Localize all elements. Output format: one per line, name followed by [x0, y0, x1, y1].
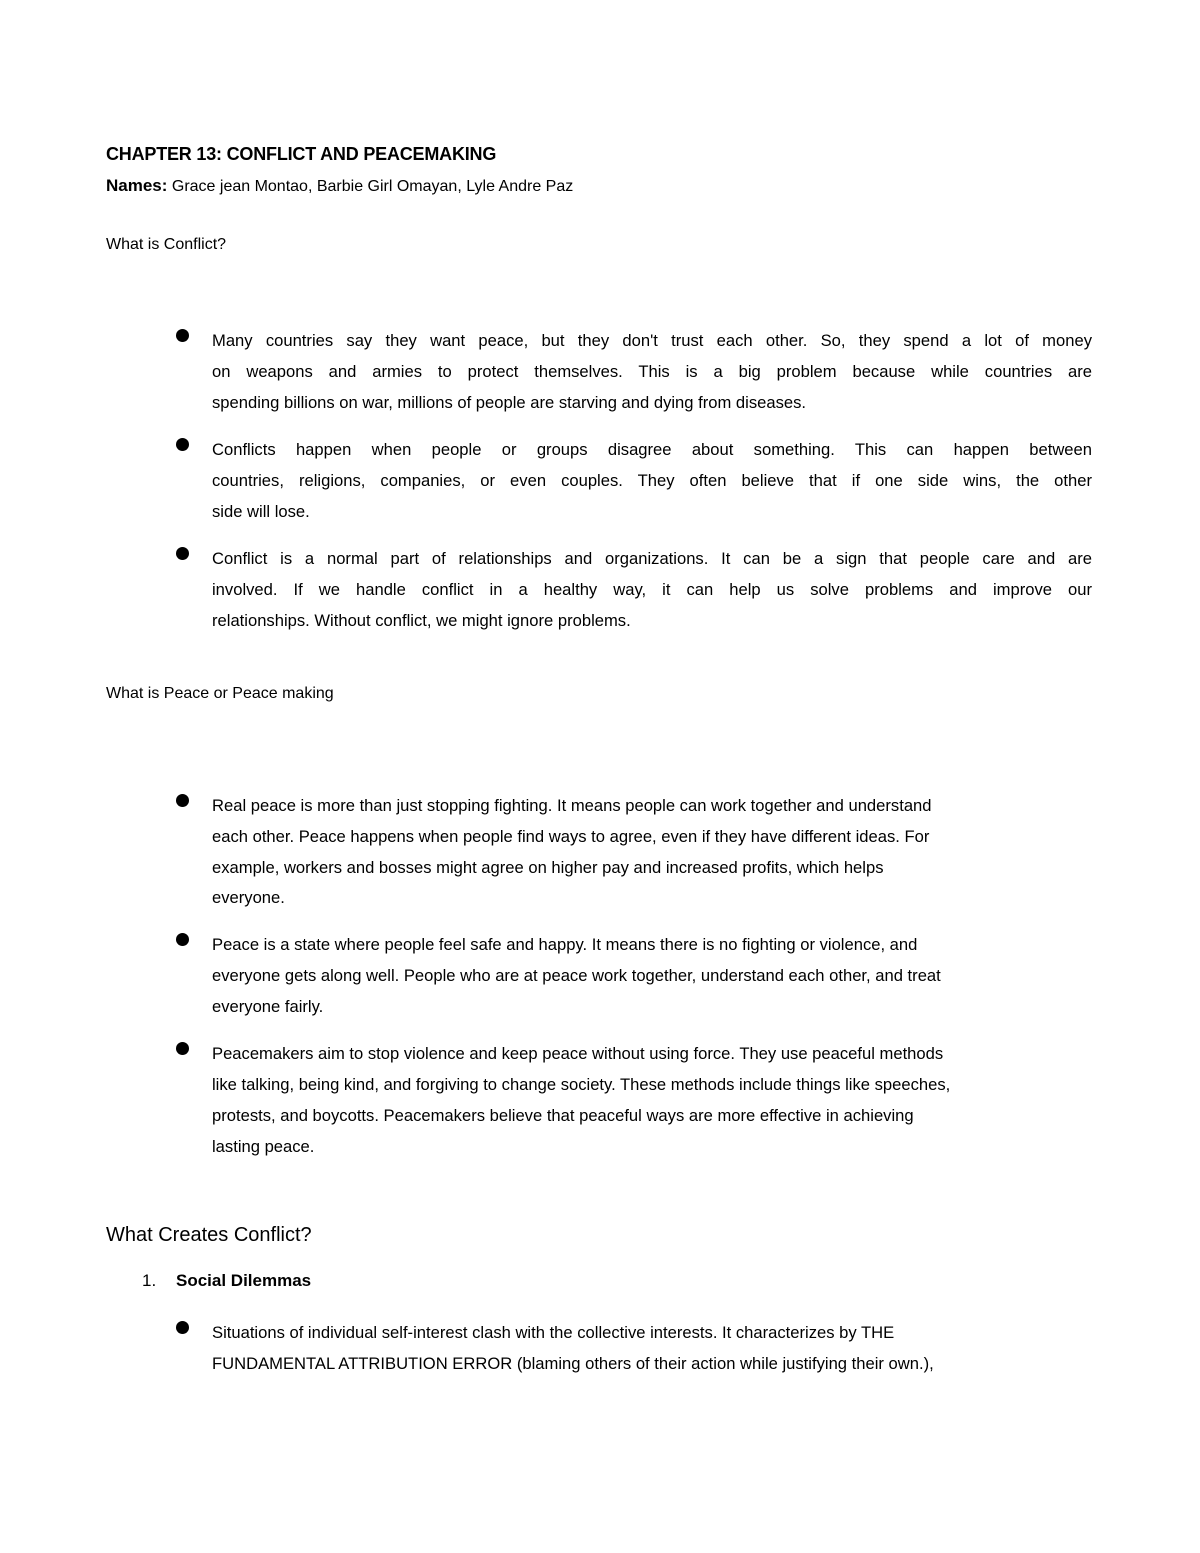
list-item — [212, 1035, 1092, 1162]
text-line: Conflicts happen when people or groups disagree about something. This can happen between — [212, 440, 1092, 459]
text-line: everyone. — [212, 888, 285, 907]
text-line: spending billions on war, millions of people are starving and dying from diseases. — [212, 393, 807, 412]
text-line: lasting peace. — [212, 1137, 315, 1156]
bullet-icon — [176, 933, 189, 946]
bullet-icon — [176, 794, 189, 807]
text-line: on weapons and armies to protect themselves. This is a big problem because while countries are — [212, 362, 1092, 381]
bullet-icon — [176, 438, 189, 451]
text-line: everyone gets along well. People who are at peace work together, understand each other, and treat — [212, 966, 941, 985]
text-line: protests, and boycotts. Peacemakers believe that peaceful ways are more effective in achieving — [212, 1106, 914, 1125]
list-item — [212, 431, 1092, 527]
text-line: Peacemakers aim to stop violence and keep peace without using force. They use peaceful methods — [212, 1044, 944, 1063]
list-item — [212, 926, 1092, 1022]
text-line: Peace is a state where people feel safe and happy. It means there is no fighting or violence, and — [212, 935, 918, 954]
bullet-icon — [176, 1321, 189, 1334]
bullet-icon — [176, 547, 189, 560]
text-line: like talking, being kind, and forgiving to change society. These methods include things like speeches, — [212, 1075, 951, 1094]
text-line: Real peace is more than just stopping fighting. It means people can work together and understand — [212, 796, 932, 815]
list-number: 1. — [142, 1271, 157, 1290]
text-line: side will lose. — [212, 502, 310, 521]
text-line: FUNDAMENTAL ATTRIBUTION ERROR (blaming others of their action while justifying their own.), — [212, 1354, 934, 1373]
text-line: involved. If we handle conflict in a healthy way, it can help us solve problems and improve our — [212, 580, 1092, 599]
text-line: Situations of individual self-interest clash with the collective interests. It characterizes by THE — [212, 1323, 895, 1342]
text-line: example, workers and bosses might agree on higher pay and increased profits, which helps — [212, 858, 884, 877]
list-item — [212, 787, 1092, 913]
bullet-icon — [176, 1042, 189, 1055]
text-line: everyone fairly. — [212, 997, 324, 1016]
names-label: Names: — [106, 176, 168, 195]
list-item — [212, 1314, 1092, 1379]
text-line: Conflict is a normal part of relationships and organizations. It can be a sign that people care and are — [212, 549, 1092, 568]
names-value: Grace jean Montao, Barbie Girl Omayan, Lyle Andre Paz — [167, 178, 574, 195]
section-heading-conflict: What is Conflict? — [106, 236, 227, 253]
list-item — [212, 540, 1092, 636]
author-names — [106, 176, 573, 196]
bullet-icon — [176, 329, 189, 342]
page-title: CHAPTER 13: CONFLICT AND PEACEMAKING — [106, 144, 497, 164]
text-line: each other. Peace happens when people find ways to agree, even if they have different ideas. For — [212, 827, 930, 846]
text-line: Many countries say they want peace, but they don't trust each other. So, they spend a lot of money — [212, 331, 1092, 350]
text-line: countries, religions, companies, or even couples. They often believe that if one side wins, the other — [212, 471, 1092, 490]
section-heading-peace: What is Peace or Peace making — [106, 685, 334, 702]
text-line: relationships. Without conflict, we might ignore problems. — [212, 611, 631, 630]
list-item — [212, 322, 1092, 418]
section-heading-creates-conflict: What Creates Conflict? — [106, 1224, 312, 1246]
subheading-social-dilemmas: Social Dilemmas — [176, 1271, 312, 1290]
